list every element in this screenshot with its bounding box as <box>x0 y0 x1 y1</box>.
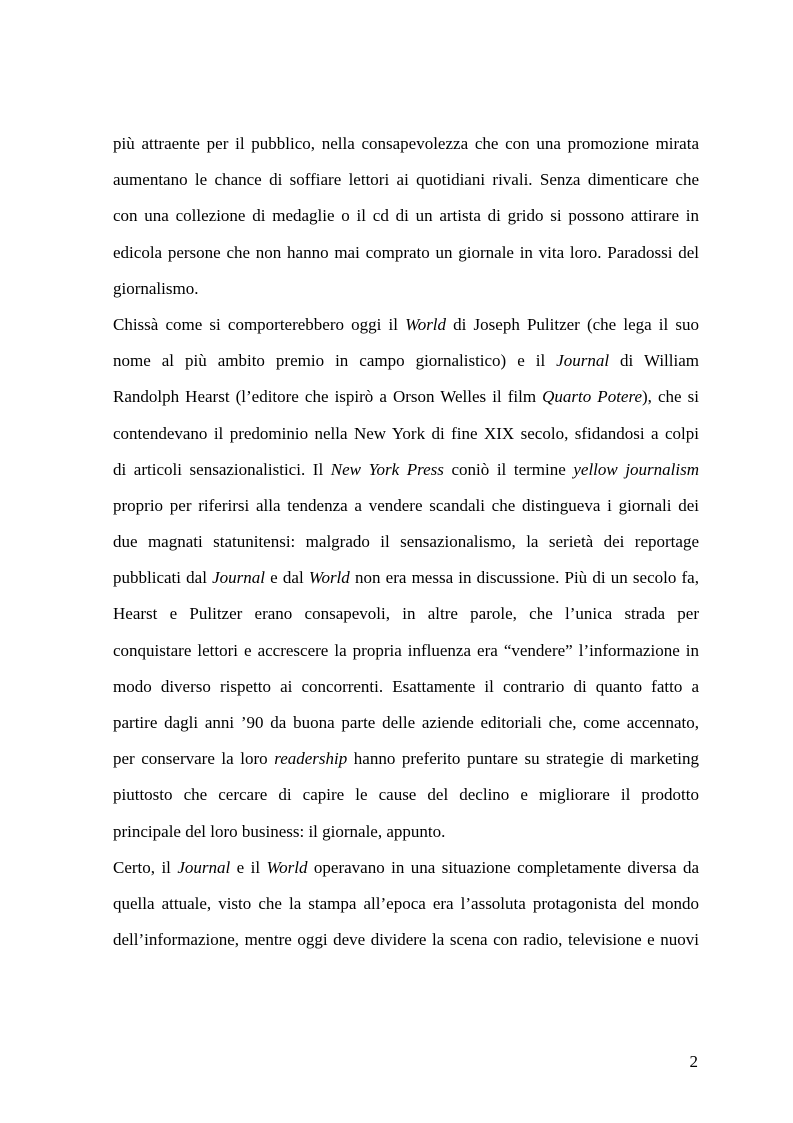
text-line <box>113 633 699 669</box>
text-line <box>113 126 699 162</box>
italic-title: Journal <box>556 351 610 371</box>
text-run: di Joseph Pulitzer (che lega il suo <box>446 314 699 334</box>
text-run: edicola persone che non hanno mai comprato un giornale in vita loro. Paradossi del <box>113 242 699 262</box>
text-line <box>113 162 699 198</box>
text-run: più attraente per il pubblico, nella consapevolezza che con una promozione mirata <box>113 134 699 153</box>
text-run: pubblicati dal <box>113 568 213 588</box>
text-run: Randolph Hearst (l’editore che ispirò a Orson Welles il film <box>113 387 543 407</box>
text-line <box>113 235 699 271</box>
text-run: contendevano il predominio nella New York di fine XIX secolo, sfidandosi a colpi <box>113 423 699 443</box>
text-line <box>113 198 699 234</box>
text-run: Chissà come si comporterebbero oggi il <box>113 314 406 334</box>
text-line <box>113 343 699 379</box>
text-run: con una collezione di medaglie o il cd di un artista di grido si possono attirare in <box>113 206 699 226</box>
italic-title: readership <box>274 749 348 769</box>
text-run: modo diverso rispetto ai concorrenti. Esattamente il contrario di quanto fatto a <box>113 676 699 696</box>
text-run: dell’informazione, mentre oggi deve dividere la scena con radio, televisione e nuovi <box>113 930 699 950</box>
text-run: quella attuale, visto che la stampa all’epoca era l’assoluta protagonista del mondo <box>113 893 699 913</box>
text-line <box>113 524 699 560</box>
text-line <box>113 922 699 958</box>
italic-title: Journal <box>212 568 265 588</box>
text-run: operavano in una situazione completamente diversa da <box>307 857 699 877</box>
paragraph <box>113 850 699 959</box>
paragraph <box>113 307 699 850</box>
text-run: piuttosto che cercare di capire le cause del declino e migliorare il prodotto <box>113 785 699 805</box>
italic-title: yellow journalism <box>573 459 699 479</box>
text-run: di articoli sensazionalistici. Il <box>113 459 331 479</box>
italic-title: Quarto Potere <box>542 387 642 407</box>
text-run: Hearst e Pulitzer erano consapevoli, in altre parole, che l’unica strada per <box>113 604 699 624</box>
text-run: per conservare la loro <box>113 749 275 769</box>
text-line <box>113 452 699 488</box>
text-run: principale del loro business: il giornale, appunto. <box>113 821 446 841</box>
text-line <box>113 886 699 922</box>
italic-title: New York Press <box>330 459 444 479</box>
text-run: e il <box>230 857 267 877</box>
text-line <box>113 705 699 741</box>
page-number: 2 <box>689 1052 698 1071</box>
text-line <box>113 307 699 343</box>
text-run: hanno preferito puntare su strategie di marketing <box>347 749 699 769</box>
text-run: giornalismo. <box>113 278 199 298</box>
text-run: due magnati statunitensi: malgrado il sensazionalismo, la serietà dei reportage <box>113 532 699 552</box>
text-line <box>113 777 699 813</box>
paragraph <box>113 126 699 307</box>
italic-title: World <box>405 314 447 334</box>
text-run: di William <box>609 351 699 371</box>
text-line <box>113 669 699 705</box>
text-run: aumentano le chance di soffiare lettori ai quotidiani rivali. Senza dimenticare che <box>113 170 699 190</box>
text-run: proprio per riferirsi alla tendenza a vendere scandali che distingueva i giornali dei <box>113 495 699 515</box>
text-line <box>113 850 699 886</box>
italic-title: Journal <box>177 857 231 877</box>
text-run: conquistare lettori e accrescere la propria influenza era “vendere” l’informazione in <box>113 640 699 660</box>
text-line <box>113 596 699 632</box>
text-run: coniò il termine <box>443 459 574 479</box>
text-line <box>113 488 699 524</box>
text-run: ), che si <box>642 387 699 407</box>
text-line <box>113 271 699 307</box>
text-run: non era messa in discussione. Più di un secolo fa, <box>349 568 699 588</box>
text-run: partire dagli anni ’90 da buona parte delle aziende editoriali che, come accennato, <box>113 713 699 732</box>
text-run: Certo, il <box>113 857 178 877</box>
text-line <box>113 741 699 777</box>
italic-title: World <box>308 568 350 588</box>
text-run: nome al più ambito premio in campo giornalistico) e il <box>113 351 557 371</box>
text-line <box>113 416 699 452</box>
text-line <box>113 379 699 415</box>
text-line <box>113 560 699 596</box>
italic-title: World <box>266 857 308 877</box>
text-run: e dal <box>265 568 309 588</box>
text-line <box>113 814 699 850</box>
body-text <box>113 126 699 958</box>
